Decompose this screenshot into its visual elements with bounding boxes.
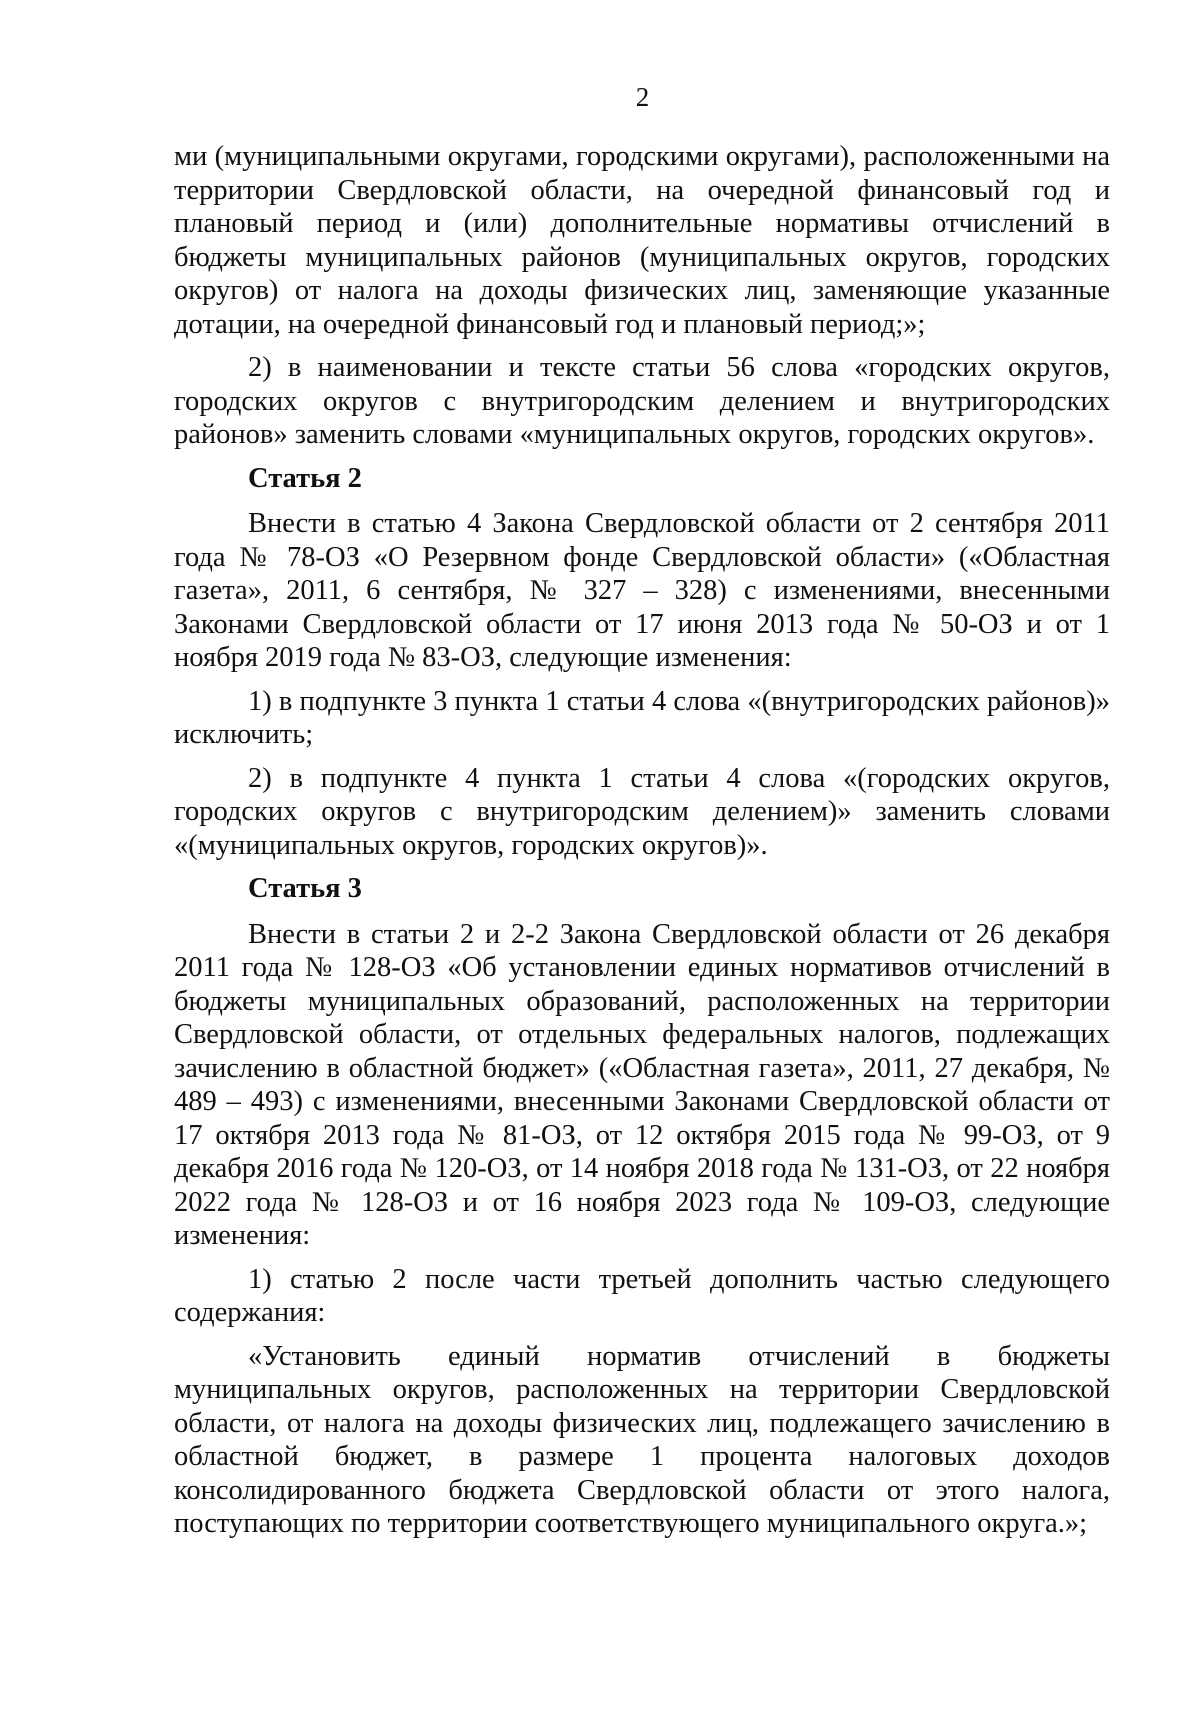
article-3-intro: Внести в статьи 2 и 2-2 Закона Свердловской области от 26 декабря 2011 года № 128-ОЗ «Об установлении единых нормативов отчислений в бюджеты муниципальных образований, расположенных на территории Свердловской области, от отдельных федеральных налогов, подлежащих зачислению в областной бюджет» («Областная газета», 2011, 27 декабря, № 489 – 493) с изменениями, внесенными Законами Свердловской области от 17 октября 2013 года № 81-ОЗ, от 12 октября 2015 года № 99-ОЗ, от 9 декабря 2016 года № 120-ОЗ, от 14 ноября 2018 года № 131-ОЗ, от 22 ноября 2022 года № 128-ОЗ и от 16 ноября 2023 года № 109-ОЗ, следующие изменения: (174, 918, 1110, 1251)
article-3-quoted-text: «Установить единый норматив отчислений в бюджеты муниципальных округов, расположенных на территории Свердловской области, от налога на доходы физических лиц, подлежащего зачислению в областной бюджет, в размере 1 процента налоговых доходов консолидированного бюджета Свердловской области от этого налога, поступающих по территории соответствующего муниципального округа.»; (174, 1340, 1110, 1539)
paragraph-item-2-article-56: 2) в наименовании и тексте статьи 56 слова «городских округов, городских округов с внутригородским делением и внутригородских районов» заменить словами «муниципальных округов, городских округов». (174, 352, 1110, 450)
article-3-item-1: 1) статью 2 после части третьей дополнить частью следующего содержания: (174, 1263, 1110, 1328)
page-number: 2 (635, 82, 650, 112)
article-2-item-2: 2) в подпункте 4 пункта 1 статьи 4 слова «(городских округов, городских округов с внутригородским делением)» заменить словами «(муниципальных округов, городских округов)». (174, 762, 1110, 861)
paragraph-continuation: ми (муниципальными округами, городскими округами), расположенными на территории Свердловской области, на очередной финансовый год и плановый период и (или) дополнительные нормативы отчислений в бюджеты муниципальных районов (муниципальных округов, городских округов) от налога на доходы физических лиц, заменяющие указанные дотации, на очередной финансовый год и плановый период;»; (174, 141, 1110, 340)
article-2-heading: Статья 2 (248, 462, 362, 494)
document-body (174, 140, 1110, 1551)
article-3-heading: Статья 3 (248, 873, 362, 904)
article-2-item-1: 1) в подпункте 3 пункта 1 статьи 4 слова «(внутригородских районов)» исключить; (174, 685, 1110, 750)
article-2-intro: Внести в статью 4 Закона Свердловской области от 2 сентября 2011 года № 78-ОЗ «О Резервном фонде Свердловской области» («Областная газета», 2011, 6 сентября, № 327 – 328) с изменениями, внесенными Законами Свердловской области от 17 июня 2013 года № 50-ОЗ и от 1 ноября 2019 года № 83-ОЗ, следующие изменения: (174, 508, 1110, 673)
